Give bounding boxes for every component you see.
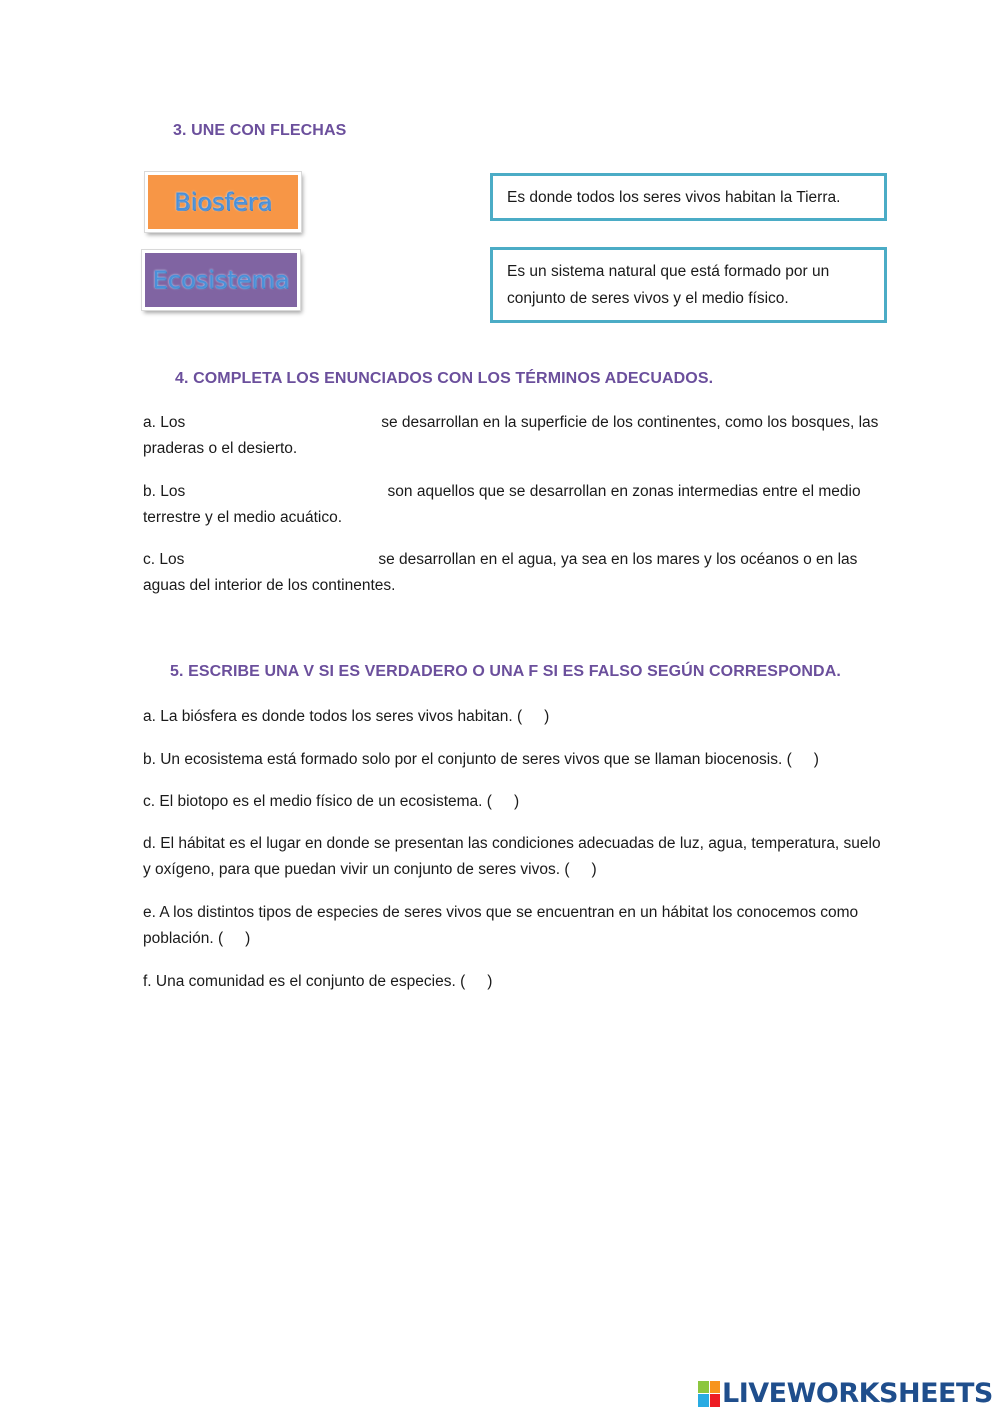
definition-box-2[interactable]	[490, 247, 887, 323]
fill-blank-item-b: b. Los son aquellos que se desarrollan en zonas intermedias entre el medio terrestre y el medio acuático.	[143, 483, 861, 526]
fill-blank-item-c: c. Los se desarrollan en el agua, ya sea en los mares y los océanos o en las aguas del interior de los continentes.	[143, 551, 858, 594]
true-false-item-c: c. El biotopo es el medio físico de un ecosistema. ( )	[143, 793, 520, 810]
true-false-item-f: f. Una comunidad es el conjunto de especies. ( )	[143, 973, 493, 990]
true-false-item-a: a. La biósfera es donde todos los seres vivos habitan. ( )	[143, 708, 550, 725]
liveworksheets-logo-icon	[698, 1381, 720, 1407]
term-ecosistema[interactable]: Ecosistema	[142, 250, 300, 310]
section-4-heading: 4. COMPLETA LOS ENUNCIADOS CON LOS TÉRMINOS ADECUADOS.	[175, 370, 714, 387]
true-false-item-e: e. A los distintos tipos de especies de seres vivos que se encuentran en un hábitat los conocemos como población. ( )	[143, 904, 859, 947]
true-false-item-d: d. El hábitat es el lugar en donde se presentan las condiciones adecuadas de luz, agua, temperatura, suelo y oxígeno, para que puedan vivir un conjunto de seres vivos. ( )	[143, 835, 881, 878]
section-5-heading: 5. ESCRIBE UNA V SI ES VERDADERO O UNA F SI ES FALSO SEGÚN CORRESPONDA.	[170, 663, 841, 680]
definition-box-1[interactable]	[490, 173, 887, 221]
definition-text-1: Es donde todos los seres vivos habitan la Tierra.	[507, 189, 841, 206]
liveworksheets-logo	[698, 1378, 993, 1409]
brand-name: LIVEWORKSHEETS	[722, 1378, 993, 1409]
true-false-item-b: b. Un ecosistema está formado solo por el conjunto de seres vivos que se llaman biocenosis. ( )	[143, 751, 819, 768]
term-biosfera[interactable]: Biosfera	[145, 172, 301, 232]
definition-text-2: Es un sistema natural que está formado por un conjunto de seres vivos y el medio físico.	[507, 263, 830, 307]
fill-blank-item-a: a. Los se desarrollan en la superficie de los continentes, como los bosques, las praderas o el desierto.	[143, 414, 879, 457]
section-3-heading: 3. UNE CON FLECHAS	[173, 122, 347, 139]
